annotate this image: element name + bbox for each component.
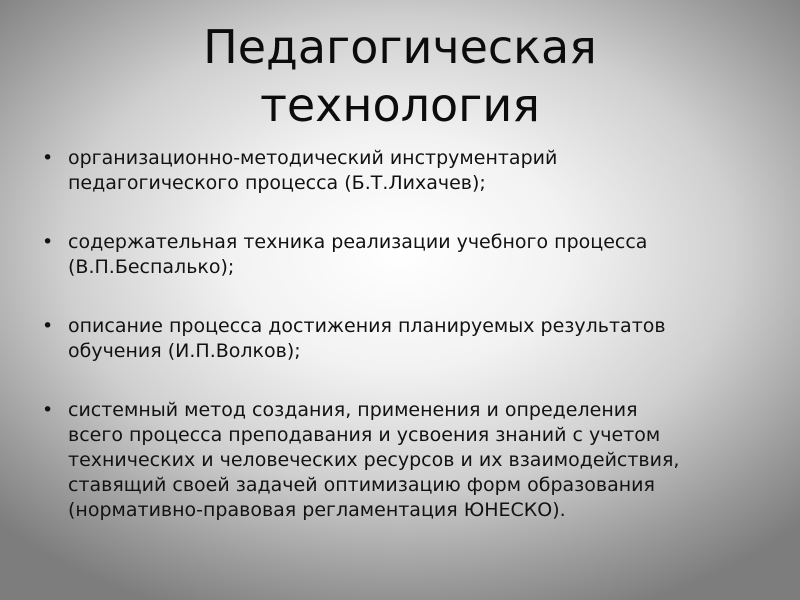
bullet-text-line: системный метод создания, применения и определения bbox=[68, 399, 638, 421]
bullet-item bbox=[42, 314, 762, 364]
bullet-item bbox=[42, 230, 762, 280]
bullet-icon: • bbox=[42, 315, 54, 337]
bullet-text-line: педагогического процесса (Б.Т.Лихачев); bbox=[68, 172, 486, 194]
bullet-text-line: всего процесса преподавания и усвоения знаний с учетом bbox=[68, 424, 661, 446]
bullet-text-line: (нормативно-правовая регламентация ЮНЕСКО). bbox=[68, 499, 566, 521]
bullet-text-line: содержательная техника реализации учебного процесса bbox=[68, 231, 648, 253]
bullet-text-line: ставящий своей задачей оптимизацию форм образования bbox=[68, 474, 655, 496]
bullet-text-line: технических и человеческих ресурсов и их взаимодействия, bbox=[68, 449, 680, 471]
title-line: Педагогическая bbox=[203, 20, 597, 74]
slide-title bbox=[0, 18, 800, 134]
bullet-text-line: (В.П.Беспалько); bbox=[68, 256, 235, 278]
bullet-icon: • bbox=[42, 147, 54, 169]
bullet-list bbox=[42, 146, 762, 557]
bullet-text-line: организационно-методический инструментарий bbox=[68, 147, 558, 169]
title-line: технология bbox=[260, 78, 540, 132]
bullet-icon: • bbox=[42, 399, 54, 421]
bullet-item bbox=[42, 398, 762, 523]
bullet-text-line: обучения (И.П.Волков); bbox=[68, 340, 301, 362]
bullet-item bbox=[42, 146, 762, 196]
bullet-text-line: описание процесса достижения планируемых результатов bbox=[68, 315, 666, 337]
bullet-icon: • bbox=[42, 231, 54, 253]
